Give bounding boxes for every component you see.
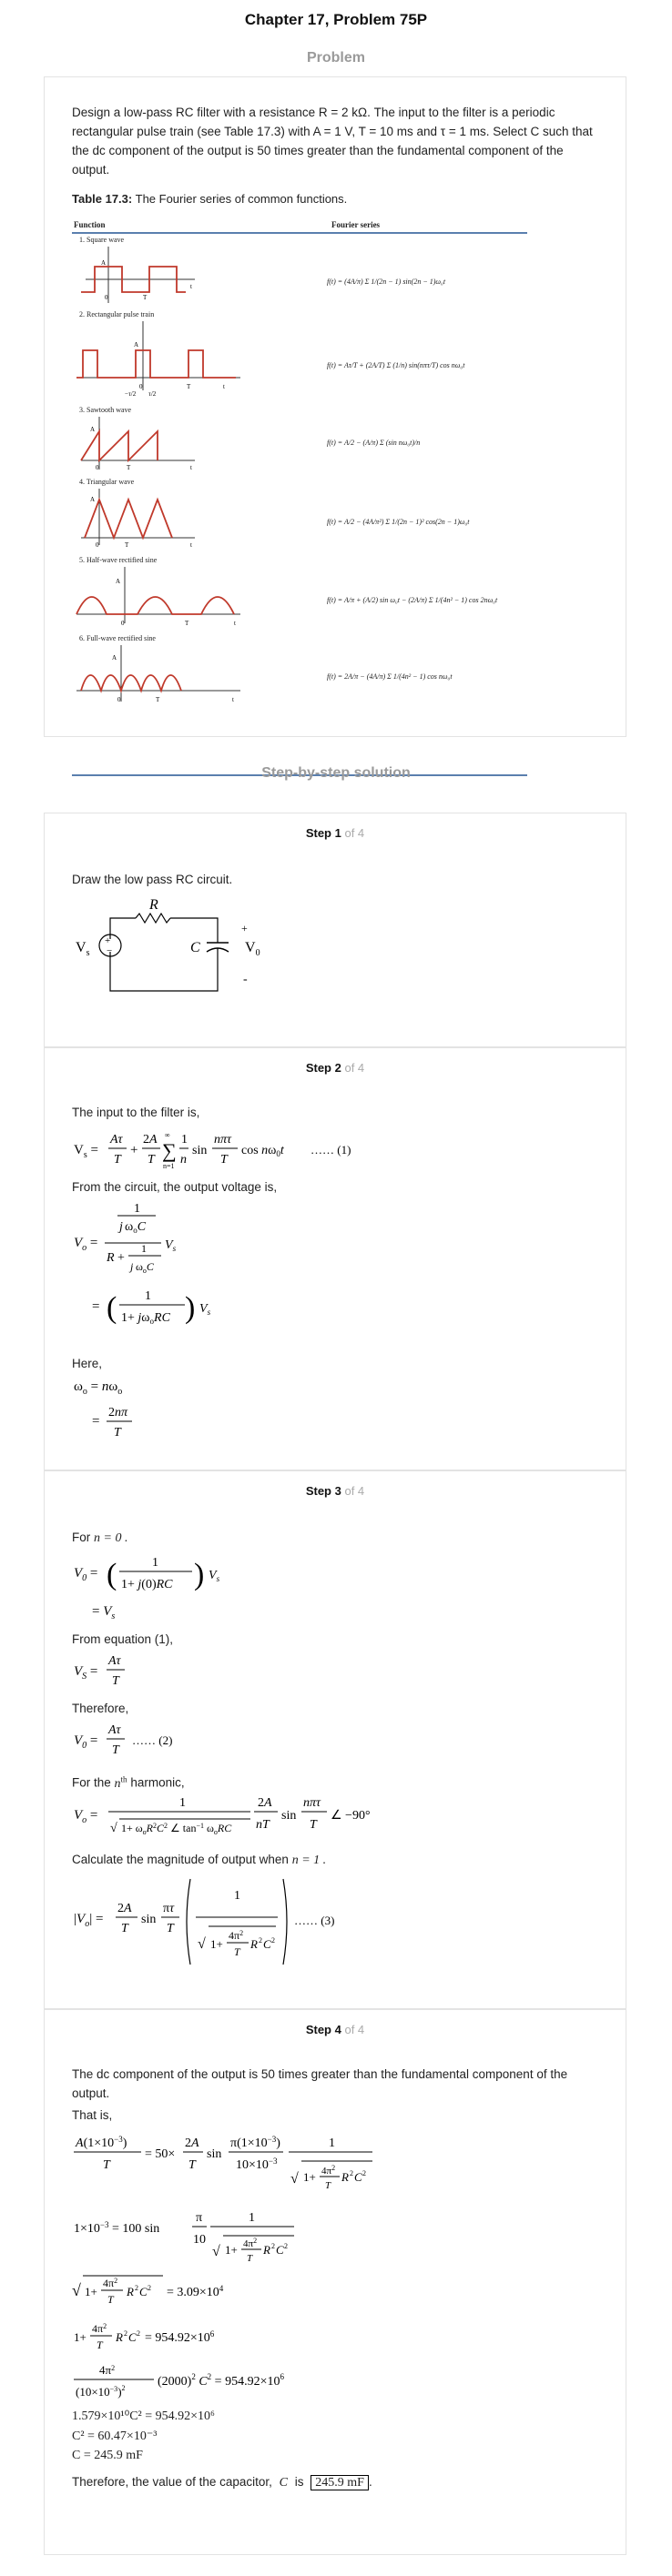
svg-text:1: 1 (181, 1133, 188, 1147)
table-row: 1. Square wave 0 T t A f(t) = (4A/π) Σ 1/(2n − 1) sin(2n − 1)ω₀t (72, 236, 527, 308)
table-caption: Table 17.3: The Fourier series of common functions. (72, 192, 348, 206)
svg-text:A: A (90, 496, 96, 503)
svg-text:t: t (190, 541, 192, 549)
svg-text:R: R (116, 2330, 123, 2344)
step-4-text-1: The dc component of the output is 50 times greater than the fundamental component of the output. (72, 2067, 568, 2100)
svg-text:A: A (116, 578, 121, 585)
svg-text:C: C (263, 1937, 271, 1951)
svg-text:sin: sin (192, 1144, 208, 1157)
svg-text:Vo =: $V_o$ = (74, 1236, 98, 1253)
svg-text:√: √ (290, 2171, 299, 2187)
svg-text:2: 2 (350, 2169, 353, 2177)
svg-text:1+: 1+ (74, 2330, 87, 2344)
svg-text:=: = (92, 1299, 100, 1314)
svg-text:(: ( (107, 1291, 117, 1325)
sawtooth-plot (72, 413, 199, 473)
svg-text:+: + (117, 1251, 125, 1265)
equation-substituted (72, 2359, 363, 2405)
svg-text:…… (2): …… (2) (132, 1733, 173, 1747)
step-4-card (44, 2009, 626, 2555)
svg-text:Vs: $V_s$ (165, 1238, 177, 1253)
svg-text:Aτ: Aτ (108, 1654, 121, 1668)
svg-text:Aτ: Aτ (110, 1133, 123, 1147)
svg-text:1: 1 (179, 1796, 186, 1810)
label-vs: $V_s$ (76, 940, 90, 958)
svg-text:2: 2 (284, 2242, 288, 2250)
svg-text:Vo =: $V_o$ = (74, 1808, 98, 1825)
svg-text:cos nω0t: $\cos n\omega_0t$ (241, 1144, 284, 1158)
svg-text:2A: 2A (185, 2137, 199, 2150)
svg-text:0: 0 (96, 464, 99, 471)
step-3-heading: Step 3 of 4 (305, 1484, 365, 1498)
svg-text:nπτ: nπτ (214, 1133, 232, 1147)
equation-squared (72, 2316, 345, 2358)
svg-text:∠ −90°: ∠ −90° (331, 1809, 371, 1823)
svg-text:T: T (156, 696, 160, 703)
svg-text:2: 2 (135, 2284, 138, 2292)
pulse-train-plot (72, 318, 245, 401)
svg-text:−τ/2: −τ/2 (125, 390, 137, 398)
equation-1 (72, 1126, 382, 1172)
svg-text:C: C (128, 2330, 137, 2344)
svg-text:A: A (134, 341, 139, 349)
svg-text:T: T (114, 1153, 121, 1167)
equation-2 (72, 1721, 254, 1763)
problem-text: Design a low-pass RC filter with a resistance R = 2 kΩ. The input to the filter is a periodic rectangular pulse train (see Table 17.3) with A = 1 V, T = 10 ms and τ = 1 ms. Select C such that the dc component of the output is 50 times greater than the fundamental component of the output. (72, 106, 593, 177)
step-1-card (44, 813, 626, 1047)
svg-text:1: 1 (145, 1289, 151, 1303)
svg-text:Vs: $V_s$ (199, 1302, 211, 1317)
svg-text:0: 0 (139, 383, 143, 390)
equation-ratio (72, 2128, 400, 2197)
svg-text:1+: 1+ (303, 2170, 316, 2184)
svg-text:1: 1 (329, 2137, 335, 2150)
svg-text:1: 1 (234, 1889, 240, 1903)
equation-line-2: C² = 60.47×10⁻³ (72, 2430, 158, 2443)
svg-text:=: = (92, 1414, 100, 1429)
svg-text:T: T (167, 1922, 174, 1935)
svg-text:2: 2 (148, 2284, 151, 2292)
svg-text:√: √ (110, 1822, 117, 1835)
svg-text:T: T (143, 294, 148, 301)
svg-text:∞: ∞ (165, 1131, 170, 1139)
svg-text:Vs =: $V_s$ = (74, 1143, 98, 1160)
equation-line-3: C = 245.9 mF (72, 2449, 143, 2462)
svg-text:2A: 2A (117, 1902, 132, 1915)
table-row: 4. Triangular wave 0 T t A f(t) = A/2 − (4A/π²) Σ 1/(2n − 1)² cos(2n − 1)ω₀t (72, 478, 527, 552)
step-1-heading: Step 1 of 4 (305, 826, 365, 840)
svg-text:1: 1 (249, 2211, 255, 2225)
rc-circuit-diagram (72, 895, 309, 1014)
svg-text:T: T (127, 464, 131, 471)
svg-text:π: π (196, 2211, 203, 2225)
step-2-heading: Step 2 of 4 (305, 1061, 365, 1075)
svg-text:n: n (180, 1153, 187, 1167)
step-1-text: Draw the low pass RC circuit. (72, 873, 233, 886)
svg-text:j: j (119, 1220, 123, 1234)
svg-text:sin: sin (281, 1809, 297, 1823)
svg-text:T: T (187, 383, 191, 390)
svg-text:A: A (101, 259, 107, 267)
svg-text:1+: 1+ (85, 2285, 97, 2298)
solution-heading: Step-by-step solution (261, 765, 411, 781)
svg-text:T: T (185, 620, 189, 627)
svg-text:−: − (107, 945, 113, 956)
step-3-text-5: Calculate the magnitude of output when n = 1 . (72, 1853, 327, 1867)
svg-text:VS =: $V_S$ = (74, 1664, 98, 1682)
svg-text:T: T (148, 1153, 155, 1167)
svg-text:1+ ωoR2C2 ∠ tan−1 ωoRC: $1+ \omega_oR^2C^2$ ∠ $\tan^{-1} \omega_oRC$ (121, 1822, 232, 1836)
equation-sqrt (72, 2268, 345, 2314)
page-title: Chapter 17, Problem 75P (244, 11, 428, 28)
svg-text:2: 2 (137, 2329, 140, 2338)
svg-text:…… (1): …… (1) (311, 1143, 351, 1157)
svg-text:2: 2 (362, 2169, 366, 2177)
problem-heading: Problem (306, 50, 365, 66)
svg-text:T: T (125, 541, 129, 549)
svg-text:T: T (112, 1674, 119, 1688)
svg-text:πτ: πτ (163, 1902, 175, 1915)
svg-text:R: R (250, 1937, 258, 1951)
svg-text:2: 2 (124, 2329, 127, 2338)
svg-text:T: T (234, 1945, 240, 1958)
svg-text:10: 10 (193, 2233, 206, 2247)
svg-text:nT: nT (256, 1818, 270, 1832)
svg-text:V0 =: $V_0$ = (74, 1566, 98, 1583)
svg-text:ωoC: $\omega_oC$ (136, 1260, 154, 1275)
problem-card (44, 76, 626, 737)
svg-text:= 954.92×106: = $954.92\times 10^6$ (145, 2329, 215, 2345)
svg-text:sin: sin (207, 2147, 222, 2161)
svg-text:j: j (130, 1260, 134, 1273)
svg-text:A: A (90, 426, 96, 433)
svg-text:= 50×: = 50× (145, 2147, 176, 2161)
square-wave-plot (72, 243, 199, 308)
svg-text:t: t (234, 620, 236, 627)
table-header (72, 219, 527, 234)
equation-nth (72, 1792, 418, 1843)
step-4-text-2: That is, (72, 2108, 113, 2122)
svg-text:τ/2: τ/2 (148, 390, 157, 398)
svg-text:R: R (107, 1251, 115, 1265)
table-row: 3. Sawtooth wave 0 T t A f(t) = A/2 − (A/π) Σ (sin nω₀t)/n (72, 406, 527, 474)
step-2-card (44, 1047, 626, 1470)
step-3-text-3: Therefore, (72, 1702, 129, 1715)
svg-text:C: C (276, 2243, 284, 2257)
svg-text:4π2: $4\pi^2$ (243, 2237, 258, 2249)
label-c: C (190, 940, 200, 955)
table-row: 2. Rectangular pulse train 0 T t A −τ/2 τ/2 f(t) = Aτ/T + (2A/T) Σ (1/n) sin(nπτ/T) cos nω₀t (72, 310, 527, 401)
svg-text:2: 2 (259, 1936, 262, 1945)
col-series: Fourier series (331, 220, 381, 229)
svg-text:2nπ: 2nπ (108, 1406, 128, 1419)
svg-text:Vs: $V_s$ (209, 1569, 220, 1583)
svg-text:T: T (97, 2339, 103, 2351)
svg-text:(2000)2 C2 = 954.92×106: $(2000)^2$ $C^2 = 954.92\times 10^6$ (158, 2372, 284, 2389)
step-3-text-4: For the $n^{th}$ harmonic, (72, 1774, 185, 1791)
step-3-card (44, 1470, 626, 2009)
svg-text:2A: 2A (258, 1796, 272, 1810)
svg-text:1: 1 (141, 1242, 147, 1255)
svg-text:2: 2 (271, 2242, 275, 2250)
svg-text:t: t (190, 283, 192, 290)
svg-text:ωo = nωo: $\omega_o = n\omega_o$ (74, 1379, 123, 1397)
step-2-text-1: The input to the filter is, (72, 1106, 200, 1119)
svg-text:(10×10−3)2: $(10\times 10^{-3})^2$ (76, 2384, 126, 2399)
svg-text:0: 0 (105, 294, 108, 301)
svg-text:T: T (188, 2158, 196, 2172)
svg-text:√: √ (198, 1936, 206, 1952)
table-row: 6. Full-wave rectified sine 0 T t A f(t) = 2A/π − (4A/π) Σ 1/(4n² − 1) cos nω₀t (72, 634, 527, 707)
svg-text:): ) (194, 1558, 205, 1591)
equation-omega (72, 1376, 254, 1449)
equation-3 (72, 1872, 400, 1972)
svg-text:1: 1 (134, 1202, 140, 1216)
svg-text:4π2: $4\pi^2$ (92, 2322, 107, 2335)
step-2-text-3: Here, (72, 1357, 103, 1370)
svg-text:0: 0 (96, 541, 99, 549)
equation-vs-dc (72, 1652, 181, 1693)
svg-text:T: T (310, 1818, 317, 1832)
label-vo: $V_0$ (245, 940, 260, 958)
triangular-wave-plot (72, 485, 199, 551)
svg-text:√: √ (72, 2281, 81, 2299)
svg-text:…… (3): …… (3) (294, 1914, 335, 1927)
svg-text:R: R (127, 2285, 134, 2298)
svg-text:+: + (105, 935, 111, 946)
svg-text:nπτ: nπτ (303, 1796, 321, 1810)
svg-text:1+: 1+ (210, 1937, 223, 1951)
svg-text:∑: ∑ (162, 1139, 177, 1162)
svg-text:π(1×10−3): $\pi(1\times 10^{-3})$ (230, 2135, 280, 2150)
svg-text:C: C (354, 2170, 362, 2184)
svg-text:R: R (263, 2243, 270, 2257)
svg-text:4π2: $4\pi^2$ (99, 2363, 116, 2377)
svg-text:10×10−3: $10\times 10^{-3}$ (236, 2157, 278, 2172)
answer-box: 245.9 mF (311, 2475, 369, 2490)
svg-text:1+ j(0)RC: 1+ j(0)RC (121, 1578, 173, 1591)
svg-text:= Vs: = $V_s$ (92, 1604, 116, 1621)
svg-text:T: T (247, 2253, 253, 2264)
equation-sin (72, 2203, 345, 2265)
svg-text:): ) (185, 1291, 196, 1325)
equation-vo (72, 1201, 309, 1347)
svg-text:t: t (190, 464, 192, 471)
svg-text:1+ jωoRC: $1+ j\omega_oRC$ (121, 1311, 170, 1326)
svg-text:T: T (325, 2180, 331, 2191)
svg-text:R: R (341, 2170, 349, 2184)
svg-text:= 3.09×104: = $3.09\times 10^4$ (167, 2284, 224, 2299)
svg-text:4π2: $4\pi^2$ (321, 2164, 336, 2177)
svg-text:1×10−3 = 100 sin: $1\times 10^{-3} = 100$ sin (74, 2220, 160, 2236)
svg-text:4π2: $4\pi^2$ (229, 1929, 244, 1942)
svg-text:T: T (112, 1743, 119, 1757)
label-r: R (149, 897, 158, 913)
svg-text:C: C (139, 2285, 148, 2298)
step-3-text-2: From equation (1), (72, 1632, 174, 1646)
final-answer-line: Therefore, the value of the capacitor, C is 245.9 mF . (72, 2475, 372, 2490)
svg-text:T: T (103, 2158, 110, 2172)
svg-text:T: T (121, 1922, 128, 1935)
svg-text:2: 2 (271, 1936, 275, 1945)
svg-text:+: + (130, 1143, 138, 1157)
equation-line-1: 1.579×10¹⁰C² = 954.92×10⁶ (72, 2409, 215, 2423)
svg-text:V0 =: $V_0$ = (74, 1733, 98, 1751)
half-wave-plot (72, 563, 245, 629)
svg-text:T: T (107, 2293, 114, 2306)
svg-text:T: T (220, 1153, 228, 1167)
svg-text:|Vo| =: $|V_o|$ = (74, 1912, 104, 1929)
full-wave-plot (72, 641, 245, 707)
svg-text:T: T (114, 1426, 121, 1440)
svg-text:4π2: $4\pi^2$ (103, 2277, 118, 2289)
col-function: Function (74, 220, 106, 229)
svg-text:0: 0 (121, 620, 125, 627)
svg-text:Aτ: Aτ (108, 1723, 121, 1737)
label-minus: - (243, 973, 248, 986)
svg-text:t: t (232, 696, 234, 703)
step-2-text-2: From the circuit, the output voltage is, (72, 1180, 278, 1194)
step-3-text-1: For n = 0 . (72, 1530, 128, 1545)
svg-text:t: t (223, 383, 225, 390)
step-4-heading: Step 4 of 4 (305, 2023, 365, 2036)
svg-text:n=1: n=1 (163, 1162, 175, 1170)
svg-text:1+: 1+ (225, 2243, 238, 2257)
svg-text:√: √ (212, 2244, 220, 2259)
label-plus: + (241, 922, 248, 934)
svg-text:(: ( (107, 1558, 117, 1591)
svg-text:A: A (112, 654, 117, 662)
equation-n0 (72, 1551, 272, 1624)
svg-text:A(1×10−3): $A(1\times 10^{-3})$ (76, 2135, 127, 2150)
svg-text:sin: sin (141, 1913, 157, 1926)
table-row: 5. Half-wave rectified sine 0 T t A f(t) = A/π + (A/2) sin ω₀t − (2A/π) Σ 1/(4n² − 1) cos 2nω₀t (72, 556, 527, 631)
svg-text:0: 0 (117, 696, 121, 703)
svg-text:ωoC: $\omega_oC$ (125, 1220, 147, 1235)
svg-text:2A: 2A (143, 1133, 158, 1147)
svg-text:1: 1 (152, 1556, 158, 1570)
